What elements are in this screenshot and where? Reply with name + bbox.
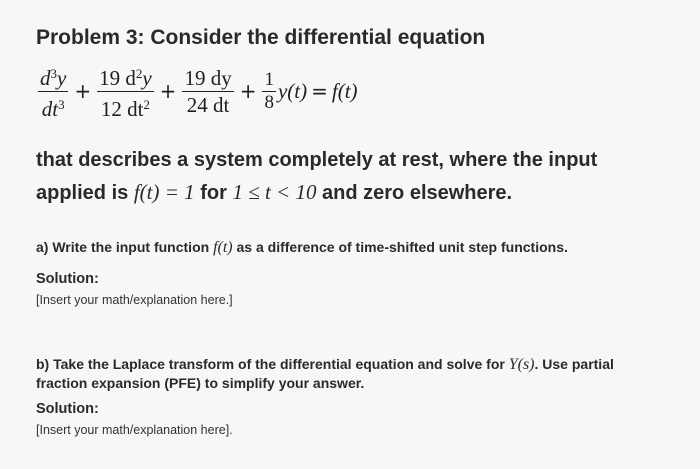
third-derivative-term: $\frac{d^3y}{dt^3}$ bbox=[38, 62, 68, 121]
plus-operator: + bbox=[159, 79, 177, 103]
plus-operator: + bbox=[239, 79, 257, 103]
part-b-question: b) Take the Laplace transform of the differential equation and solve for Y(s). Use partial fraction expansion (PFE) to simplify your answer. bbox=[36, 356, 614, 391]
coefficient-fraction: $\frac{1}{8}$ bbox=[264, 68, 274, 113]
part-b-answer-placeholder[interactable]: [Insert your math/explanation here]. bbox=[36, 423, 233, 437]
plus-operator: + bbox=[74, 79, 92, 103]
equals-sign: = bbox=[311, 79, 328, 103]
differential-equation bbox=[36, 60, 358, 122]
part-b-solution-label: Solution: bbox=[36, 401, 99, 417]
problem-description bbox=[36, 144, 676, 209]
description-line-1: that describes a system completely at rest, where the input bbox=[36, 149, 598, 171]
description-line-2: applied is f(t) = 1 for 1 ≤ t < 10 and zero elsewhere. bbox=[36, 180, 513, 204]
part-a-solution-label: Solution: bbox=[36, 271, 99, 287]
part-a-question: a) Write the input function f(t) as a difference of time-shifted unit step functions. bbox=[36, 239, 568, 256]
second-derivative-term: $\frac{19 d^2y}{12 dt^2}$ bbox=[97, 62, 154, 121]
output-function: y(t) bbox=[277, 78, 308, 103]
first-derivative-term: $\frac{19 dy}{24 dt}$ bbox=[184, 65, 232, 117]
part-a-answer-placeholder[interactable]: [Insert your math/explanation here.] bbox=[36, 293, 233, 307]
problem-title: Problem 3: Consider the differential equation bbox=[36, 26, 486, 49]
input-function: f(t) bbox=[331, 78, 358, 103]
